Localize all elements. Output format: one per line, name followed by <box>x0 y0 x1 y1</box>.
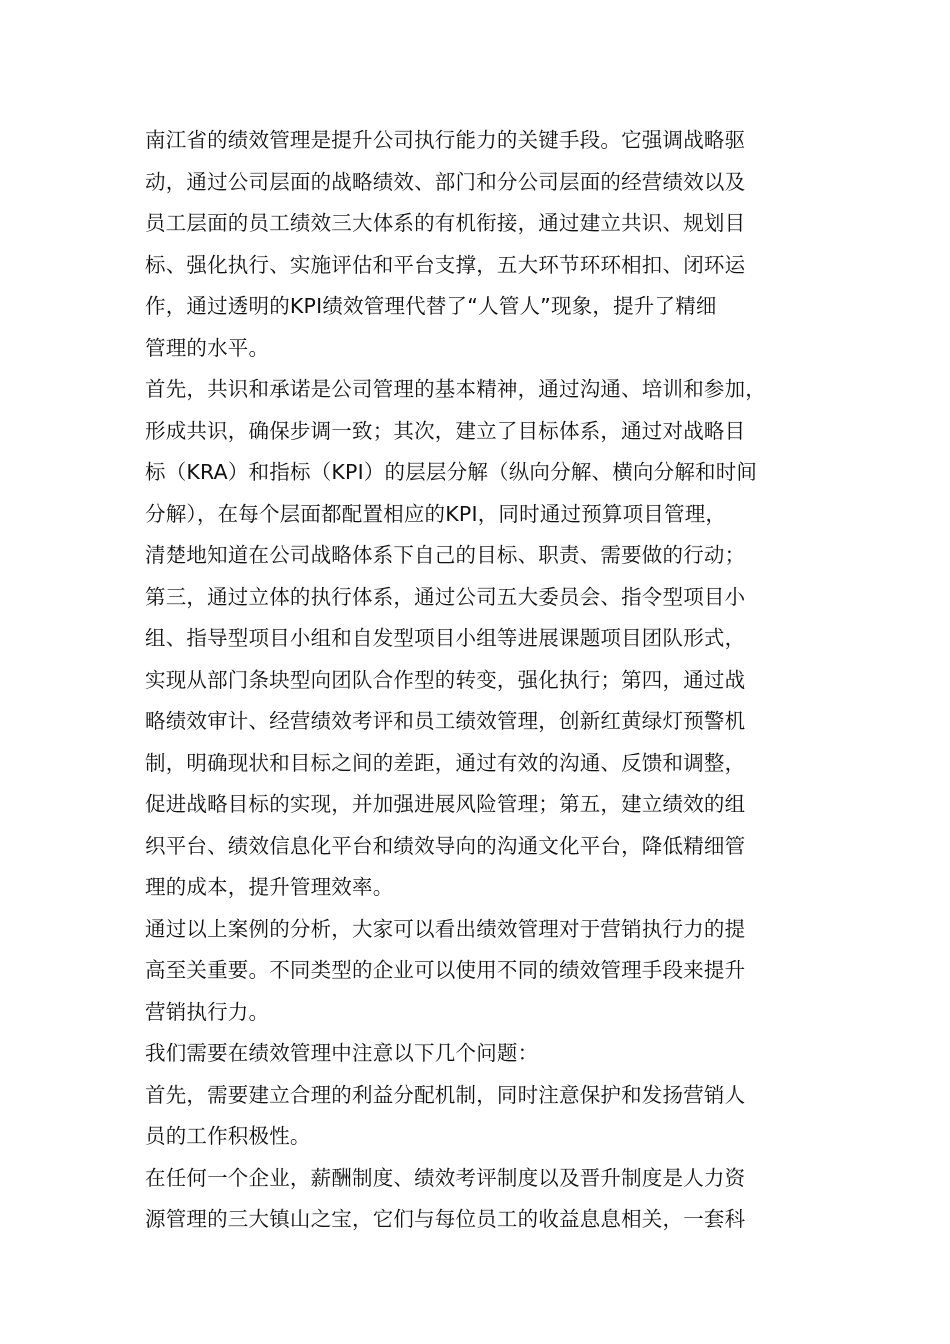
text-line: 管理的水平。 <box>145 335 270 360</box>
text-line: 南江省的绩效管理是提升公司执行能力的关键手段。它强调战略驱 <box>145 128 746 152</box>
text-line: 员工层面的员工绩效三大体系的有机衔接，通过建立共识、规划目 <box>145 211 746 235</box>
text-line: 理的成本，提升管理效率。 <box>145 875 394 899</box>
text-line: 作，通过透明的KPI绩效管理代替了“人管人”现象，提升了精细 <box>145 294 717 318</box>
text-line: 组、指导型项目小组和自发型项目小组等进展课题项目团队形式， <box>145 626 746 650</box>
text-line: 标（KRA）和指标（KPI）的层层分解（纵向分解、横向分解和时间 <box>145 460 758 484</box>
text-line: 通过以上案例的分析，大家可以看出绩效管理对于营销执行力的提 <box>145 916 746 941</box>
text-line: 分解），在每个层面都配置相应的KPI，同时通过预算项目管理， <box>145 501 727 526</box>
text-line: 我们需要在绩效管理中注意以下几个问题： <box>145 1041 539 1065</box>
text-line: 标、强化执行、实施评估和平台支撑，五大环节环环相扣、闭环运 <box>145 252 746 277</box>
text-line: 在任何一个企业，薪酬制度、绩效考评制度以及晋升制度是人力资 <box>145 1165 746 1190</box>
text-line: 第三，通过立体的执行体系，通过公司五大委员会、指令型项目小 <box>145 584 746 609</box>
text-line: 织平台、绩效信息化平台和绩效导向的沟通文化平台，降低精细管 <box>145 833 746 858</box>
text-line: 清楚地知道在公司战略体系下自己的目标、职责、需要做的行动； <box>145 543 746 567</box>
text-line: 促进战略目标的实现，并加强进展风险管理；第五，建立绩效的组 <box>145 792 746 816</box>
text-line: 高至关重要。不同类型的企业可以使用不同的绩效管理手段来提升 <box>145 958 746 982</box>
text-line: 实现从部门条块型向团队合作型的转变，强化执行；第四，通过战 <box>145 667 746 692</box>
text-line: 略绩效审计、经营绩效考评和员工绩效管理，创新红黄绿灯预警机 <box>145 709 746 733</box>
text-line: 制，明确现状和目标之间的差距，通过有效的沟通、反馈和调整， <box>145 750 746 775</box>
text-line: 源管理的三大镇山之宝，它们与每位员工的收益息息相关，一套科 <box>145 1207 746 1231</box>
text-line: 首先，需要建立合理的利益分配机制，同时注意保护和发扬营销人 <box>145 1082 746 1107</box>
body-text <box>145 120 825 1241</box>
text-line: 形成共识，确保步调一致；其次，建立了目标体系，通过对战略目 <box>145 418 746 443</box>
text-line: 营销执行力。 <box>145 999 270 1024</box>
text-line: 动，通过公司层面的战略绩效、部门和分公司层面的经营绩效以及 <box>145 169 746 194</box>
text-line: 员的工作积极性。 <box>145 1124 311 1148</box>
text-line: 首先，共识和承诺是公司管理的基本精神，通过沟通、培训和参加， <box>145 377 766 401</box>
